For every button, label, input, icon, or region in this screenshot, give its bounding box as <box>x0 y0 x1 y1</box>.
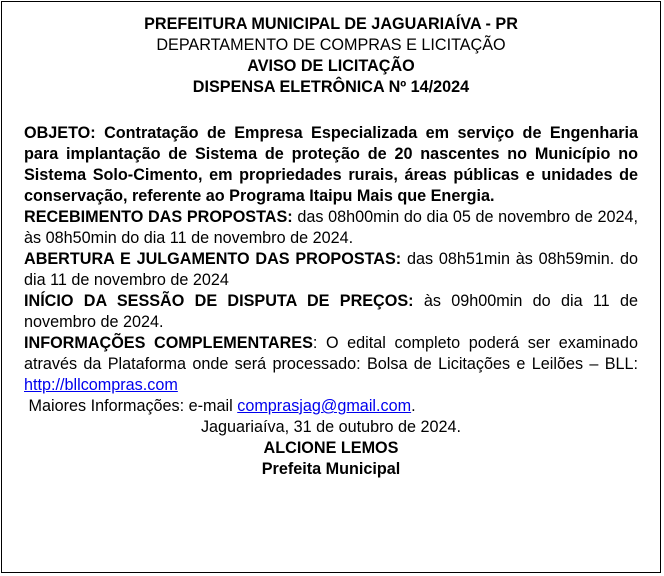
maiores-paragraph <box>24 396 638 417</box>
objeto-text: Contratação de Empresa Especializada em serviço de Engenharia para implantação de Sistema de proteção de 20 nascentes no Município no Sistema Solo-Cimento, em propriedades rurais, áreas públicas e unidades de conservação, referente ao Programa Itaipu Mais que Energia. <box>24 124 639 205</box>
recebimento-label: RECEBIMENTO DAS PROPOSTAS: <box>24 208 293 226</box>
inicio-text: às 09h00min do dia 11 de novembro de 2024. <box>24 292 638 331</box>
notice-body <box>24 123 638 480</box>
notice-frame <box>1 1 661 573</box>
bll-link[interactable]: http://bllcompras.com <box>24 376 178 394</box>
inicio-paragraph <box>24 291 638 333</box>
informacoes-text: : O edital completo poderá ser examinado através da Plataforma onde será processado: Bolsa de Licitações e Leilões – BLL: <box>24 334 638 373</box>
maiores-suffix: . <box>411 397 416 415</box>
objeto-paragraph <box>24 123 638 207</box>
informacoes-paragraph <box>24 333 638 396</box>
dispensa-number: DISPENSA ELETRÔNICA Nº 14/2024 <box>192 78 470 96</box>
municipality-title: PREFEITURA MUNICIPAL DE JAGUARIAÍVA - PR <box>144 15 518 33</box>
email-link[interactable]: comprasjag@gmail.com <box>237 397 412 415</box>
informacoes-label: INFORMAÇÕES COMPLEMENTARES <box>24 334 313 352</box>
recebimento-paragraph <box>24 207 638 249</box>
abertura-text: das 08h51min às 08h59min. do dia 11 de novembro de 2024 <box>24 250 639 289</box>
maiores-text: Maiores Informações: e-mail <box>24 397 238 415</box>
department-title: DEPARTAMENTO DE COMPRAS E LICITAÇÃO <box>156 36 506 54</box>
recebimento-text: das 08h00min do dia 05 de novembro de 2024, às 08h50min do dia 11 de novembro de 2024. <box>24 208 638 247</box>
date-line: Jaguariaíva, 31 de outubro de 2024. <box>200 418 462 436</box>
abertura-paragraph <box>24 249 638 291</box>
signatory-title: Prefeita Municipal <box>261 460 401 478</box>
notice-header <box>2 14 660 98</box>
objeto-label: OBJETO: <box>24 124 96 142</box>
abertura-label: ABERTURA E JULGAMENTO DAS PROPOSTAS: <box>24 250 402 268</box>
notice-type: AVISO DE LICITAÇÃO <box>247 57 415 75</box>
inicio-label: INÍCIO DA SESSÃO DE DISPUTA DE PREÇOS: <box>24 292 414 310</box>
signatory-name: ALCIONE LEMOS <box>263 439 399 457</box>
